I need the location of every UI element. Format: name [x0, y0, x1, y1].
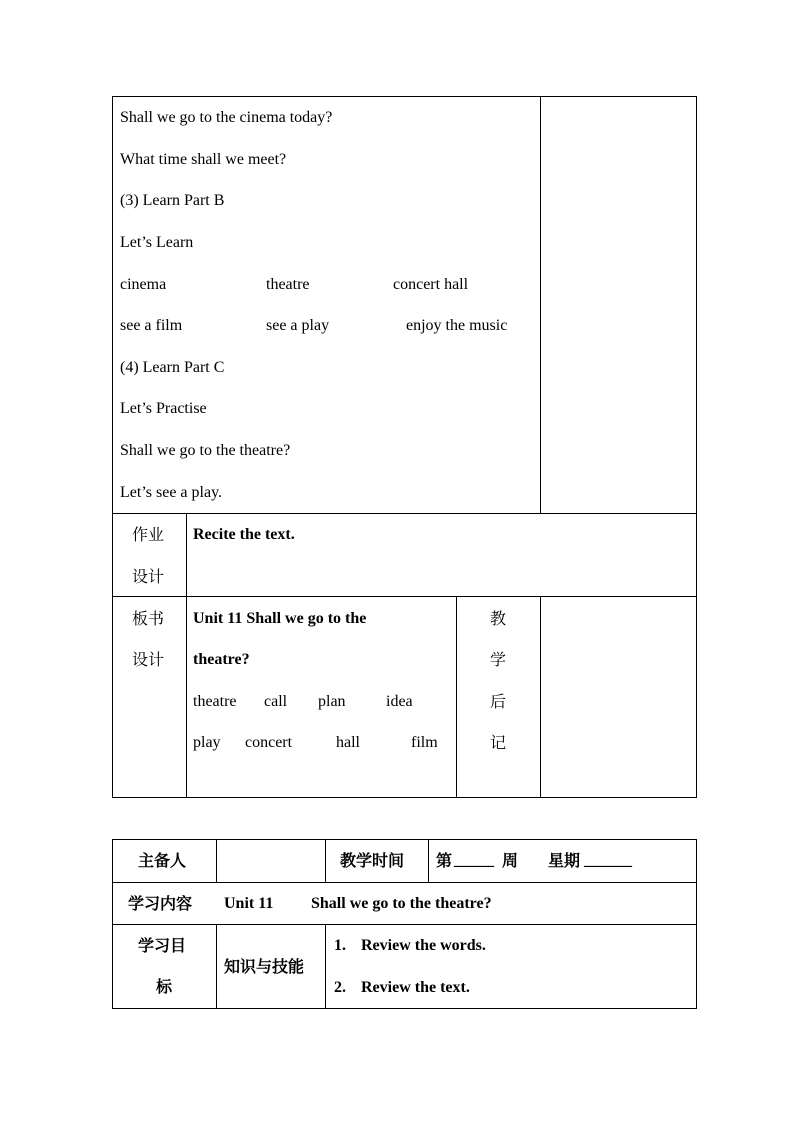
board-word: play — [193, 734, 221, 751]
goal-label: 学习目 — [138, 936, 187, 955]
board-word: film — [411, 734, 438, 751]
goal-label: 标 — [156, 977, 173, 996]
vocab-word: cinema — [120, 276, 167, 293]
goal-number: 1. — [334, 937, 346, 954]
homework-label: 作业 — [132, 525, 165, 544]
goal-number: 2. — [334, 979, 346, 996]
vocab-phrase: enjoy the music — [406, 317, 508, 334]
vocab-phrase: see a play — [266, 317, 330, 334]
afterword-label: 记 — [490, 733, 507, 752]
content-line: Let’s see a play. — [120, 484, 223, 501]
content-line: (4) Learn Part C — [120, 359, 225, 376]
content-line: Let’s Learn — [120, 234, 194, 251]
vocab-word: concert hall — [393, 276, 469, 293]
content-line: Shall we go to the cinema today? — [120, 109, 333, 126]
content-label: 学习内容 — [128, 894, 193, 913]
homework-text: Recite the text. — [193, 526, 295, 543]
content-unit: Unit 11 — [224, 895, 274, 912]
board-word: concert — [245, 734, 293, 751]
goal-text: Review the text. — [361, 979, 470, 996]
board-title: theatre? — [193, 651, 250, 668]
board-word: hall — [336, 734, 360, 751]
week-suffix: 周 — [502, 851, 519, 870]
goal-text: Review the words. — [361, 937, 486, 954]
day-blank: ______ — [584, 852, 632, 869]
content-line: (3) Learn Part B — [120, 192, 225, 209]
day-label: 星期 — [548, 851, 581, 870]
time-label: 教学时间 — [340, 851, 405, 870]
board-word: theatre — [193, 693, 237, 710]
vocab-word: theatre — [266, 276, 310, 293]
afterword-label: 学 — [490, 650, 507, 669]
content-line: What time shall we meet? — [120, 151, 287, 168]
preparer-label: 主备人 — [138, 851, 187, 870]
board-label: 设计 — [132, 650, 165, 669]
board-word: plan — [318, 693, 346, 710]
vocab-phrase: see a film — [120, 317, 183, 334]
afterword-label: 后 — [490, 692, 507, 711]
afterword-label: 教 — [490, 609, 507, 628]
content-line: Let’s Practise — [120, 400, 207, 417]
board-title: Unit 11 Shall we go to the — [193, 610, 367, 627]
board-word: idea — [386, 693, 413, 710]
week-blank: _____ — [454, 852, 494, 869]
content-line: Shall we go to the theatre? — [120, 442, 291, 459]
homework-label: 设计 — [132, 567, 165, 586]
content-title: Shall we go to the theatre? — [311, 895, 492, 912]
board-word: call — [264, 693, 288, 710]
goal-category: 知识与技能 — [224, 957, 305, 976]
board-label: 板书 — [132, 609, 165, 628]
week-prefix: 第 — [436, 851, 453, 870]
